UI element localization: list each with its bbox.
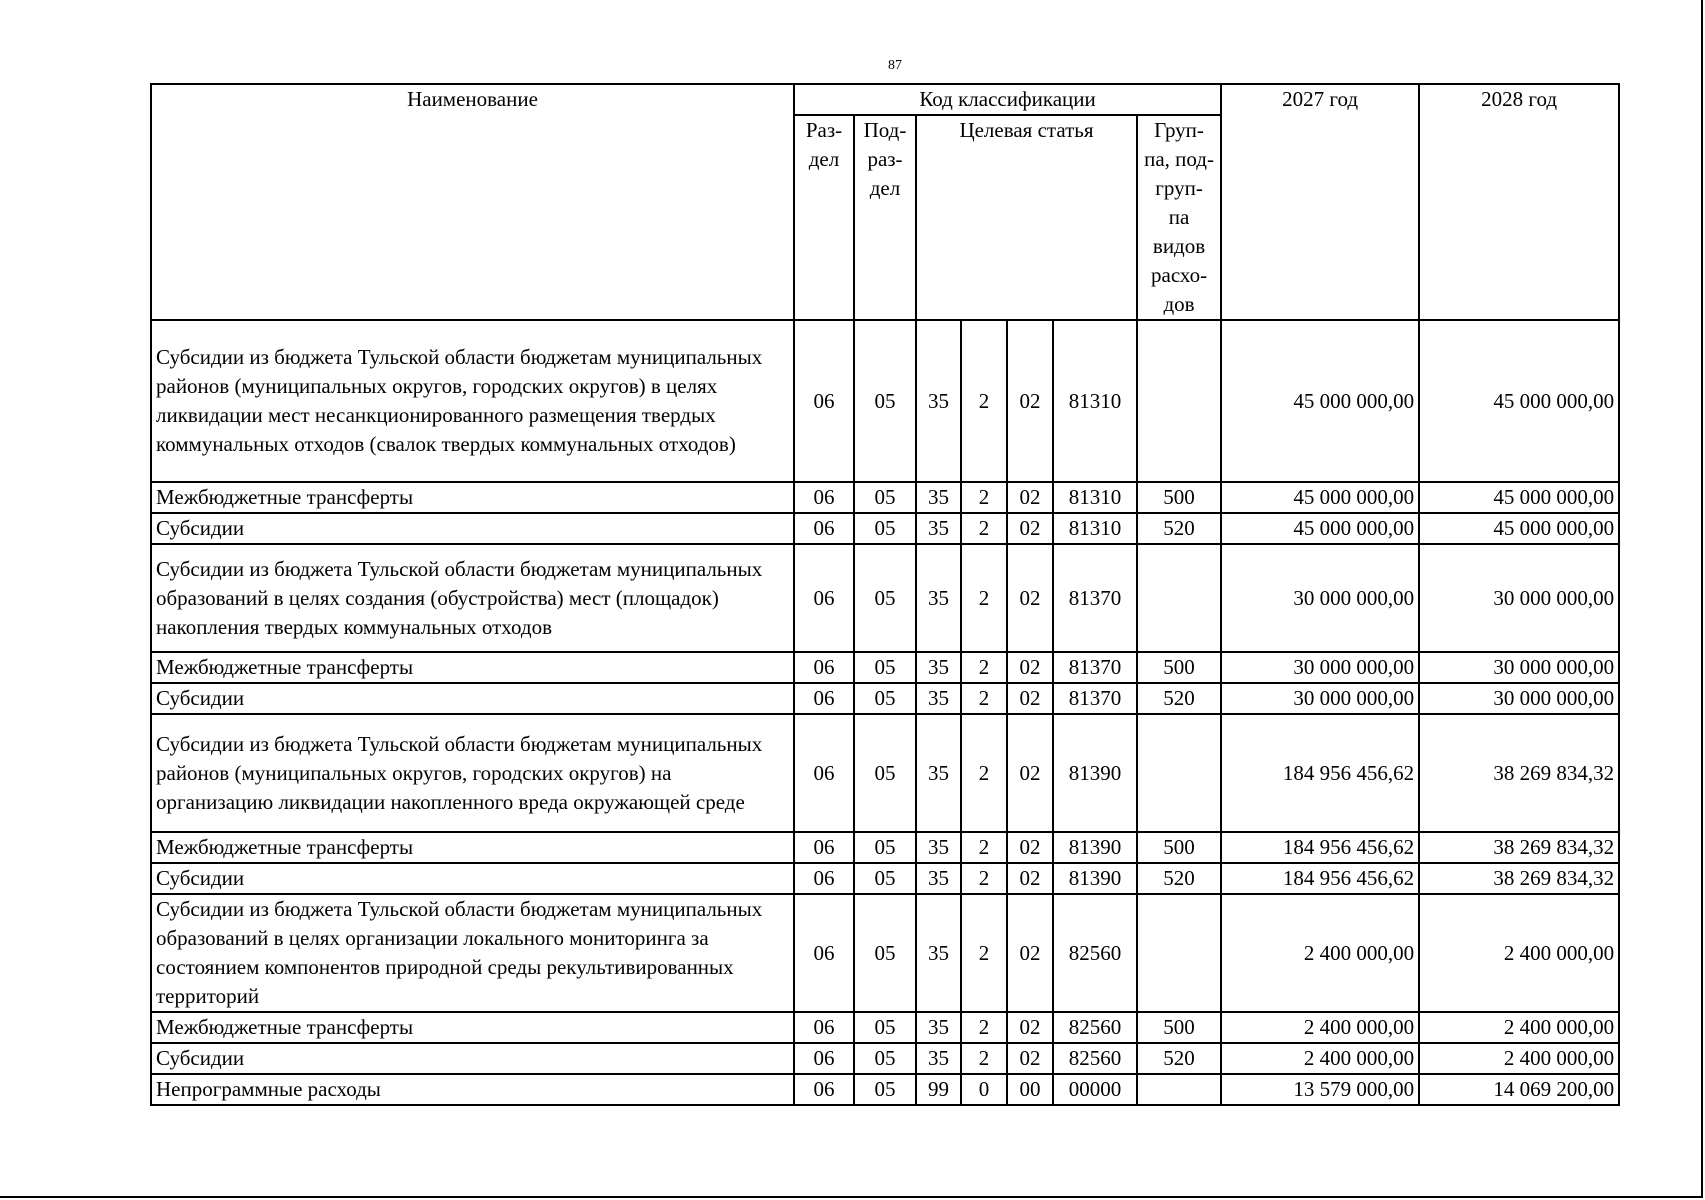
header-year-2028: 2028 год	[1419, 84, 1619, 320]
table-row	[151, 652, 1619, 683]
row-article-direction-cell: 82560	[1053, 1043, 1137, 1074]
row-article-direction-cell: 00000	[1053, 1074, 1137, 1105]
table-row	[151, 894, 1619, 1012]
row-amount-2028-cell: 2 400 000,00	[1419, 1012, 1619, 1043]
row-subsection-cell: 05	[854, 482, 916, 513]
row-amount-2027-cell: 45 000 000,00	[1221, 513, 1419, 544]
row-article-direction-cell: 81370	[1053, 652, 1137, 683]
row-expense-group-cell	[1137, 714, 1221, 832]
row-article-measure-cell: 02	[1007, 1012, 1053, 1043]
row-amount-2027-cell: 184 956 456,62	[1221, 863, 1419, 894]
row-expense-group-cell: 500	[1137, 832, 1221, 863]
row-article-measure-cell: 02	[1007, 832, 1053, 863]
row-article-measure-cell: 02	[1007, 320, 1053, 482]
row-name-cell: Субсидии	[151, 683, 794, 714]
row-expense-group-cell	[1137, 544, 1221, 652]
row-subsection-cell: 05	[854, 863, 916, 894]
row-subsection-cell: 05	[854, 894, 916, 1012]
row-article-direction-cell: 81370	[1053, 544, 1137, 652]
row-article-measure-cell: 02	[1007, 482, 1053, 513]
row-article-program-cell: 35	[916, 1012, 961, 1043]
row-name-cell: Межбюджетные трансферты	[151, 482, 794, 513]
table-body	[151, 320, 1619, 1105]
row-section-cell: 06	[794, 714, 854, 832]
table-row	[151, 482, 1619, 513]
row-article-subprogram-cell: 2	[961, 320, 1007, 482]
header-subsection-line: Под-	[863, 118, 907, 142]
row-amount-2028-cell: 38 269 834,32	[1419, 863, 1619, 894]
row-article-program-cell: 35	[916, 320, 961, 482]
row-article-program-cell: 35	[916, 544, 961, 652]
table-row	[151, 832, 1619, 863]
row-expense-group-cell: 520	[1137, 683, 1221, 714]
row-amount-2028-cell: 45 000 000,00	[1419, 513, 1619, 544]
row-article-measure-cell: 02	[1007, 863, 1053, 894]
row-expense-group-cell: 500	[1137, 482, 1221, 513]
header-expense-group-line: Груп-	[1154, 118, 1204, 142]
table-row	[151, 320, 1619, 482]
row-article-direction-cell: 81390	[1053, 832, 1137, 863]
row-expense-group-cell: 520	[1137, 1043, 1221, 1074]
header-subsection-line: дел	[869, 176, 901, 200]
table-row	[151, 513, 1619, 544]
row-amount-2028-cell: 30 000 000,00	[1419, 652, 1619, 683]
row-article-subprogram-cell: 0	[961, 1074, 1007, 1105]
header-expense-group-line: груп-	[1155, 176, 1203, 200]
row-expense-group-cell: 520	[1137, 513, 1221, 544]
row-amount-2027-cell: 45 000 000,00	[1221, 320, 1419, 482]
row-section-cell: 06	[794, 683, 854, 714]
row-section-cell: 06	[794, 832, 854, 863]
row-article-program-cell: 35	[916, 513, 961, 544]
row-article-measure-cell: 02	[1007, 544, 1053, 652]
row-amount-2027-cell: 13 579 000,00	[1221, 1074, 1419, 1105]
row-article-direction-cell: 81310	[1053, 513, 1137, 544]
row-article-program-cell: 35	[916, 714, 961, 832]
row-name-cell: Субсидии	[151, 863, 794, 894]
row-name-cell: Субсидии	[151, 513, 794, 544]
row-amount-2028-cell: 30 000 000,00	[1419, 683, 1619, 714]
row-amount-2028-cell: 14 069 200,00	[1419, 1074, 1619, 1105]
row-amount-2027-cell: 30 000 000,00	[1221, 683, 1419, 714]
row-amount-2027-cell: 30 000 000,00	[1221, 652, 1419, 683]
row-name-cell: Субсидии из бюджета Тульской области бюджетам муниципальных образований в целях организации локального мониторинга за состоянием компонентов природной среды рекультивированных территорий	[151, 894, 794, 1012]
row-article-direction-cell: 81390	[1053, 863, 1137, 894]
row-subsection-cell: 05	[854, 1043, 916, 1074]
row-amount-2027-cell: 45 000 000,00	[1221, 482, 1419, 513]
header-section-line: дел	[808, 147, 840, 171]
row-section-cell: 06	[794, 513, 854, 544]
table-row	[151, 863, 1619, 894]
header-target-article: Целевая статья	[916, 115, 1137, 320]
row-subsection-cell: 05	[854, 1012, 916, 1043]
row-article-subprogram-cell: 2	[961, 714, 1007, 832]
row-article-measure-cell: 02	[1007, 683, 1053, 714]
row-name-cell: Субсидии из бюджета Тульской области бюджетам муниципальных районов (муниципальных округов, городских округов) на организацию ликвидации накопленного вреда окружающей среде	[151, 714, 794, 832]
row-article-direction-cell: 81390	[1053, 714, 1137, 832]
row-article-program-cell: 35	[916, 482, 961, 513]
header-subsection	[854, 115, 916, 320]
row-subsection-cell: 05	[854, 1074, 916, 1105]
row-article-subprogram-cell: 2	[961, 544, 1007, 652]
row-article-measure-cell: 02	[1007, 714, 1053, 832]
header-code-group: Код классификации	[794, 84, 1221, 115]
row-subsection-cell: 05	[854, 683, 916, 714]
row-article-subprogram-cell: 2	[961, 1043, 1007, 1074]
row-article-direction-cell: 81370	[1053, 683, 1137, 714]
row-name-cell: Межбюджетные трансферты	[151, 652, 794, 683]
header-expense-group-line: расхо-	[1151, 263, 1208, 287]
row-amount-2028-cell: 45 000 000,00	[1419, 482, 1619, 513]
row-section-cell: 06	[794, 652, 854, 683]
row-expense-group-cell: 520	[1137, 863, 1221, 894]
table-row	[151, 683, 1619, 714]
row-expense-group-cell	[1137, 320, 1221, 482]
row-article-subprogram-cell: 2	[961, 482, 1007, 513]
row-expense-group-cell	[1137, 1074, 1221, 1105]
row-article-program-cell: 35	[916, 832, 961, 863]
row-subsection-cell: 05	[854, 652, 916, 683]
row-amount-2028-cell: 2 400 000,00	[1419, 1043, 1619, 1074]
row-section-cell: 06	[794, 482, 854, 513]
row-article-subprogram-cell: 2	[961, 652, 1007, 683]
row-article-measure-cell: 02	[1007, 1043, 1053, 1074]
row-subsection-cell: 05	[854, 544, 916, 652]
row-article-direction-cell: 81310	[1053, 482, 1137, 513]
row-section-cell: 06	[794, 1012, 854, 1043]
header-expense-group-line: па	[1168, 205, 1190, 229]
row-amount-2028-cell: 45 000 000,00	[1419, 320, 1619, 482]
row-expense-group-cell	[1137, 894, 1221, 1012]
table-row	[151, 544, 1619, 652]
row-article-direction-cell: 82560	[1053, 1012, 1137, 1043]
row-name-cell: Субсидии из бюджета Тульской области бюджетам муниципальных районов (муниципальных округов, городских округов) в целях ликвидации мест несанкционированного размещения твердых коммунальных отходов (свалок твердых коммунальных отходов)	[151, 320, 794, 482]
row-amount-2027-cell: 2 400 000,00	[1221, 1043, 1419, 1074]
row-article-program-cell: 35	[916, 683, 961, 714]
row-name-cell: Непрограммные расходы	[151, 1074, 794, 1105]
row-article-measure-cell: 02	[1007, 513, 1053, 544]
row-article-subprogram-cell: 2	[961, 683, 1007, 714]
row-article-program-cell: 35	[916, 863, 961, 894]
header-name: Наименование	[151, 84, 794, 320]
row-article-program-cell: 35	[916, 652, 961, 683]
row-section-cell: 06	[794, 544, 854, 652]
table-row	[151, 1074, 1619, 1105]
header-expense-group-line: па, под-	[1144, 147, 1214, 171]
table-row	[151, 714, 1619, 832]
row-section-cell: 06	[794, 1074, 854, 1105]
header-subsection-line: раз-	[867, 147, 903, 171]
row-amount-2028-cell: 38 269 834,32	[1419, 714, 1619, 832]
row-article-subprogram-cell: 2	[961, 1012, 1007, 1043]
row-article-program-cell: 35	[916, 1043, 961, 1074]
row-subsection-cell: 05	[854, 513, 916, 544]
row-expense-group-cell: 500	[1137, 652, 1221, 683]
table-header	[151, 84, 1619, 320]
row-article-direction-cell: 81310	[1053, 320, 1137, 482]
header-expense-group	[1137, 115, 1221, 320]
row-section-cell: 06	[794, 320, 854, 482]
table-row	[151, 1012, 1619, 1043]
row-article-subprogram-cell: 2	[961, 513, 1007, 544]
row-name-cell: Межбюджетные трансферты	[151, 1012, 794, 1043]
row-amount-2028-cell: 38 269 834,32	[1419, 832, 1619, 863]
row-amount-2028-cell: 30 000 000,00	[1419, 544, 1619, 652]
row-article-subprogram-cell: 2	[961, 894, 1007, 1012]
row-article-measure-cell: 00	[1007, 1074, 1053, 1105]
row-amount-2027-cell: 184 956 456,62	[1221, 832, 1419, 863]
budget-table	[150, 83, 1620, 1106]
row-subsection-cell: 05	[854, 832, 916, 863]
row-expense-group-cell: 500	[1137, 1012, 1221, 1043]
header-year-2027: 2027 год	[1221, 84, 1419, 320]
row-article-direction-cell: 82560	[1053, 894, 1137, 1012]
row-subsection-cell: 05	[854, 320, 916, 482]
table-row	[151, 1043, 1619, 1074]
row-name-cell: Субсидии	[151, 1043, 794, 1074]
header-expense-group-line: дов	[1163, 292, 1195, 316]
row-name-cell: Межбюджетные трансферты	[151, 832, 794, 863]
row-section-cell: 06	[794, 863, 854, 894]
row-article-measure-cell: 02	[1007, 652, 1053, 683]
header-expense-group-line: видов	[1152, 234, 1206, 258]
row-amount-2028-cell: 2 400 000,00	[1419, 894, 1619, 1012]
header-section	[794, 115, 854, 320]
row-subsection-cell: 05	[854, 714, 916, 832]
row-article-program-cell: 99	[916, 1074, 961, 1105]
row-article-subprogram-cell: 2	[961, 832, 1007, 863]
row-amount-2027-cell: 30 000 000,00	[1221, 544, 1419, 652]
row-name-cell: Субсидии из бюджета Тульской области бюджетам муниципальных образований в целях создания (обустройства) мест (площадок) накопления твердых коммунальных отходов	[151, 544, 794, 652]
row-article-subprogram-cell: 2	[961, 863, 1007, 894]
row-amount-2027-cell: 2 400 000,00	[1221, 894, 1419, 1012]
row-article-measure-cell: 02	[1007, 894, 1053, 1012]
row-section-cell: 06	[794, 1043, 854, 1074]
page-number: 87	[888, 58, 902, 73]
row-amount-2027-cell: 184 956 456,62	[1221, 714, 1419, 832]
row-section-cell: 06	[794, 894, 854, 1012]
row-article-program-cell: 35	[916, 894, 961, 1012]
row-amount-2027-cell: 2 400 000,00	[1221, 1012, 1419, 1043]
header-section-line: Раз-	[805, 118, 843, 142]
